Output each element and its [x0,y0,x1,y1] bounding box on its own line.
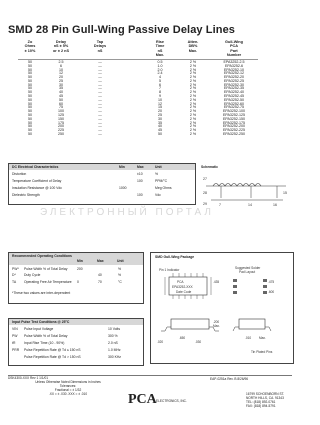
col-header-part: Gull-Wing PCA Part Number [225,40,243,57]
delay-table [18,40,288,162]
input-row: Pulse Repetition Rate @ Td > 150 nS 300 KHz [24,355,122,359]
rec-row: TA Operating Free Air Temperature 0 70 °C [12,280,122,284]
col-part: EPA3252-2.5 EPA3252-6 EPA3252-10 EPA3252-12 EPA3252-20 EPA3252-25 EPA3252-30 EPA3252-35 EPA3252-40 EPA3252-45 EPA3252-50 EPA3252-60 EPA3252-75 EPA3252-100 EPA3252-125 EPA3252-150 EPA3252-175 EPA3252-200 EPA3252-225 EPA3252-250 [222,60,246,136]
dim-label: Max. [259,336,266,340]
rec-row: PW* Pulse Width % of Total Delay 200 % [12,267,122,271]
col-header-atten: Atten. DB% Max. [187,40,199,53]
pad-note: Suggested Solder [235,266,261,270]
pca-logo [128,390,188,410]
footer-tolerance-frac: Fractional = ± 1/32 [54,387,82,392]
footer-divider [8,375,292,376]
input-row: PRR Pulse Repetition Rate @ Td ≤ 150 nS 1.0 MHz [12,348,121,352]
col-atten: 2 % 2 % 2 % 2 % 2 % 2 % 2 % 2 % 2 % 2 % 2 % 2 % 2 % 2 % 2 % 2 % 2 % 2 % 2 % 2 % [189,60,197,136]
dc-row: Distortion ±10 % [12,172,159,176]
col-header-delay: Delay nS ± 5% or ± 2 nS [52,40,69,53]
footer-left [8,377,128,397]
watermark-text: ЭЛЕКТРОННЫЙ ПОРТАЛ [40,207,214,218]
dc-col-max: Max [137,165,144,169]
package-drawing [155,263,289,359]
rec-header-title: Recommended Operating Conditions [12,254,72,258]
package-box [150,252,294,364]
footer-docnum: DSK4300-XXX Rev 1 1/1/01 [8,376,49,380]
col-rise: 0.5 1.0 2.0 2.4 4 5 6 7 8 9 10 12 15 20 25 30 35 40 45 50 [157,60,163,136]
dim-label: .600 [268,290,275,294]
col-delay: 2.5 6 10 12 20 25 30 35 40 45 50 60 75 100 125 150 175 200 225 250 [58,60,64,136]
dim-label: .010 [245,336,252,340]
logo-subtext: ELECTRONICS, INC. [156,399,187,403]
input-row: PW Pulse Width % of Total Delay 300 % [12,334,118,338]
input-row: VIN Pulse Input Voltage 10 Volts [12,327,121,331]
rec-note: *These two values are inter-dependent [12,291,71,295]
footer-tolerance-title: Tolerances: [59,383,77,388]
dim-label: .435 [213,280,220,284]
header-divider [18,59,258,60]
package-label: Date Code [176,290,192,294]
package-title: SMD Gull-Wing Package [155,255,195,259]
col-zo: 50 50 50 50 50 50 50 50 50 50 50 50 50 50 50 50 50 50 50 50 [28,60,32,136]
dc-characteristics-box [8,163,196,205]
dc-header-title: DC Electrical Characteristics [12,165,59,169]
col-header-rise: Rise Time nS Max. [155,40,165,57]
dim-label: Max. [213,324,220,328]
package-label: PCA [177,280,184,284]
col-header-zo: Zo Ohms ± 10% [24,40,36,53]
pin-note: Pin 1 Indicator [159,268,180,272]
logo-text: PCA [128,392,157,407]
dc-row: Dielectric Strength 100 Vdc [12,193,161,197]
package-label: EPA3252-XXX [172,285,193,289]
pin-label: 15 [283,191,287,195]
recommended-conditions-box [8,252,144,304]
footer-address: 16799 SCHOENBORN ST. NORTH HILLS, CA. 91343 TEL: (818) 892-0761 FAX: (818) 894-5791 [246,392,285,408]
dc-row: Temperature Coefficient of Delay 100 PPM/°C [12,179,168,183]
pin-label: 14 [248,203,252,207]
dim-label: .020 [157,340,164,344]
dc-header [9,164,195,170]
col-tap: — — — — — — — — — — — — — — — — — — — — [98,60,102,136]
input-conditions-box [8,318,144,366]
rec-header [9,253,143,265]
schematic-title: Schematic [201,165,218,169]
rec-row: D* Duty Cycle 40 % [12,273,122,277]
dim-label: .475 [268,280,275,284]
dc-col-unit: Unit [155,165,162,169]
pin-label: 7 [219,203,221,207]
pin-label: 29 [203,202,207,206]
dim-label: .200 [213,320,220,324]
dc-col-min: Min [119,165,125,169]
rec-col-unit: Unit [117,259,124,263]
footer-tolerance-note: Unless Otherwise Noted Dimensions in Inches [35,379,101,384]
dim-label: .030 [195,340,202,344]
rec-col-min: Min [77,259,83,263]
input-row: tR Input Rise Time (10 - 90%) 2.0 nS [12,341,118,345]
page-title: SMD 28 Pin Gull-Wing Passive Delay Lines [8,24,236,36]
pin-label: 28 [203,191,207,195]
pin-label: 16 [273,203,277,207]
schematic-diagram [201,172,291,208]
footer-tolerance-dec: .XX = ± .030 .XXX = ± .010 [48,391,88,396]
input-header: Input Pulse Test Conditions @ 25°C [9,319,143,325]
pin-label: 27 [203,177,207,181]
footer-rev: EAP-0251a Rev. B 8/26/96 [210,377,249,381]
dim-label: .650 [179,336,186,340]
dc-row: Insulation Resistance @ 100 Vdc 1000 Meg Ohms [12,186,172,190]
col-header-tap: Tap Delays nS [93,40,107,53]
pad-note: Pad Layout [239,270,256,274]
rec-col-max: Max [97,259,104,263]
tin-note: Tin Plated Pins [251,350,273,354]
